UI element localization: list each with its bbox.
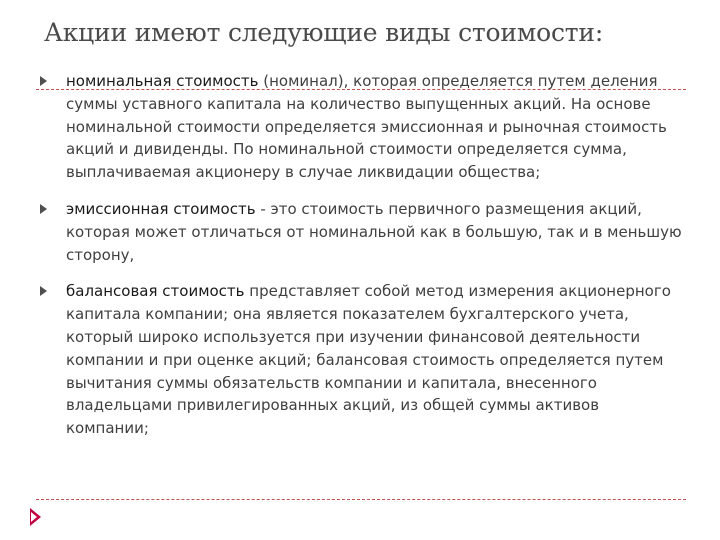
slide-title: Акции имеют следующие виды стоимости: (44, 18, 604, 47)
definition-emission: - это стоимость первичного размещения акций, которая может отличаться от номинальной как в большую, так и в меньшую сторону, (66, 199, 682, 264)
bottom-dashed-divider (36, 499, 686, 500)
list-item-nominal (36, 70, 686, 184)
definition-nominal: (номинал), которая определяется путем деления суммы уставного капитала на количество выпущенных акций. На основе номинальной стоимости определяется эмиссионная и рыночная стоимость акций и дивиденды. По номинальной стоимости определяется сумма, выплачиваемая акционеру в случае ликвидации общества; (66, 72, 667, 182)
triangle-bullet-icon (40, 204, 47, 214)
bullet-list (36, 70, 686, 454)
triangle-bullet-icon (40, 76, 47, 86)
term-book-value: балансовая стоимость (66, 282, 245, 301)
list-item-emission (36, 198, 686, 266)
term-nominal: номинальная стоимость (66, 72, 259, 90)
list-item-book-value (36, 280, 686, 440)
term-emission: эмиссионная стоимость (66, 199, 256, 218)
corner-triangle-icon (30, 508, 41, 526)
definition-book-value: представляет собой метод измерения акционерного капитала компании; она является показателем бухгалтерского учета, который широко используется при изучении финансовой деятельности компании и при оценке акций; балансовая стоимость определяется путем вычитания суммы обязательств компании и капитала, внесенного владельцами привилегированных акций, из общей суммы активов компании; (66, 282, 671, 438)
triangle-bullet-icon (40, 286, 47, 296)
